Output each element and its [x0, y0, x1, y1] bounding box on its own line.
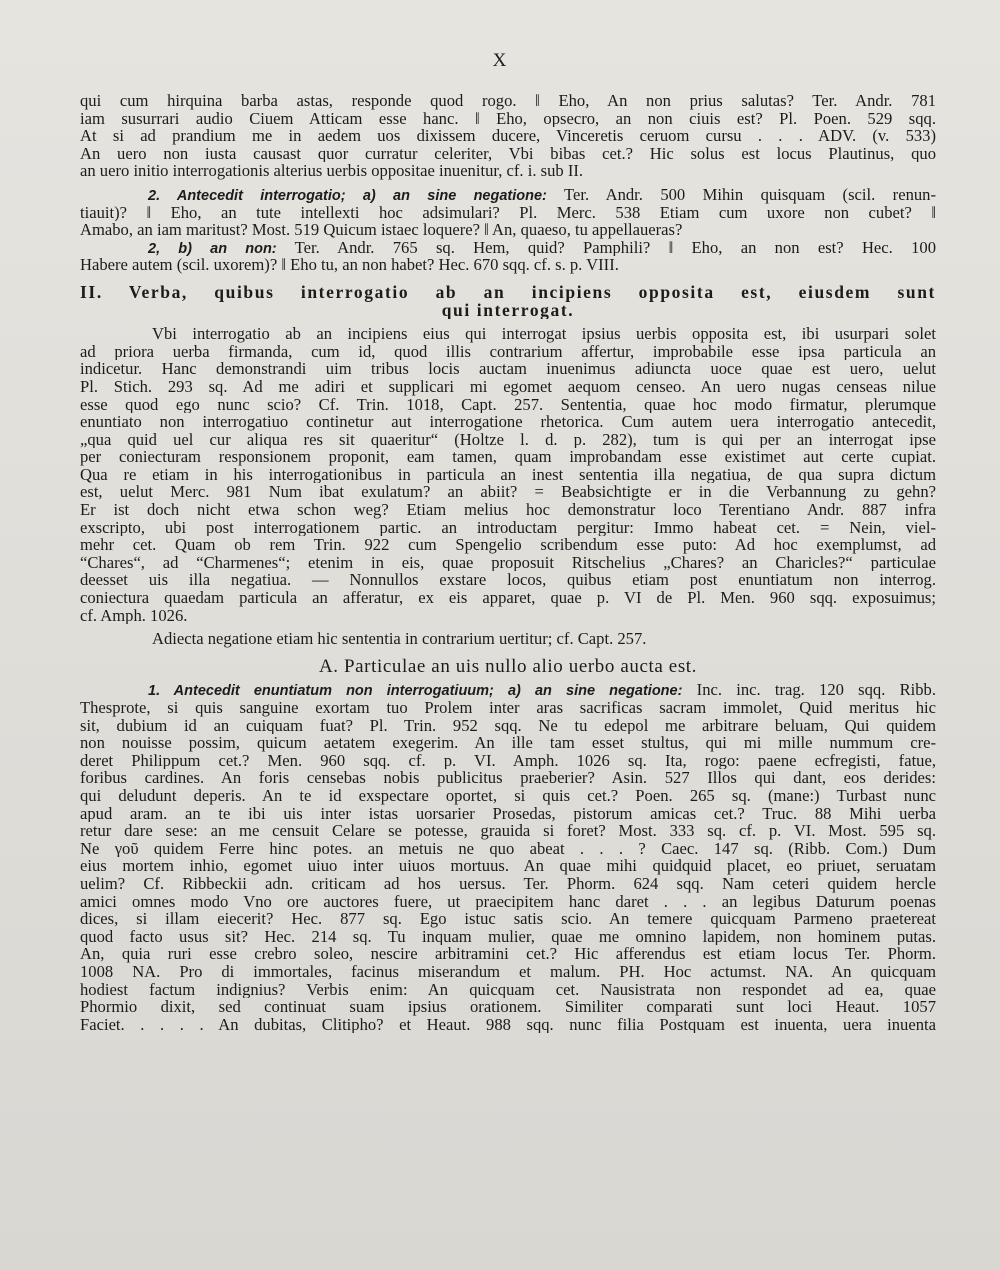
text-line: quod facto usus sit? Hec. 214 sq. Tu inquam mulier, quae me omnino lapidem, non hominem putas.: [80, 927, 936, 946]
text-line: an uero initio interrogationis alterius uerbis oppositae inuenitur, cf. i. sub II.: [80, 162, 584, 180]
section-number: II.: [80, 283, 103, 302]
text-line: tiauit)? ‖ Eho, an tute intellexti hoc adsimulari? Pl. Merc. 538 Etiam cum uxore non cubet? ‖: [80, 203, 936, 222]
subsection-label: 1. Antecedit enuntiatum non interrogatiuum; a) an sine negatione:: [148, 683, 683, 699]
text-line: Ne γοῦ quidem Ferre hinc potes. an metuis ne quo abeat . . . ? Caec. 147 sq. (Ribb. Com.) Dum: [80, 839, 936, 858]
section-title-continued: qui interrogat.: [441, 301, 575, 320]
text-line: mehr cet. Quam ob rem Trin. 922 cum Spengelio scribendum esse puto: Ad hoc exemplumst, ad: [80, 536, 936, 554]
text-line: At si ad prandium me in aedem uos dixissem ducere, Vinceretis ceruom cursu . . . ADV. (v. 533): [80, 127, 936, 145]
line-text: Ter. Andr. 500 Mihin quisquam (scil. renun-: [564, 185, 936, 204]
subsection-label: 2. Antecedit interrogatio; a) an sine negatione:: [148, 187, 547, 204]
line-text: Ter. Andr. 765 sq. Hem, quid? Pamphili? ‖ Eho, an non est? Hec. 100: [294, 238, 936, 257]
text-line: 1008 NA. Pro di immortales, facinus miserandum et malum. PH. Hoc actumst. NA. An quicquam: [80, 962, 936, 981]
section-heading-II: [80, 284, 936, 319]
text-line: „qua quid uel cur aliqua res sit quaeritur“ (Holtze l. d. p. 282), tum is qui per an interrogat ipse: [80, 430, 936, 449]
text-line: Habere autem (scil. uxorem)? ‖ Eho tu, an non habet? Hec. 670 sqq. cf. s. p. VIII.: [80, 256, 619, 274]
text-line: iam susurrari audio Ciuem Atticam esse hanc. ‖ Eho, opsecro, an non ciuis est? Pl. Poen. 529 sqq.: [80, 109, 936, 128]
text-line: dices, si illam eiecerit? Hec. 877 sq. Ego istuc satis scio. An temere quicquam Parmeno praetereat: [80, 910, 936, 928]
text-line: An uero non iusta causast quor curratur celeriter, Vbi bibas cet.? Hic solus est locus Plautinus, quo: [80, 144, 936, 163]
section-heading-line: [80, 284, 936, 302]
text-line: [80, 681, 936, 699]
text-line: sit, dubium id an cuiquam fuat? Pl. Trin. 952 sqq. Ne tu edepol me arbitrare beluam, Qui quidem: [80, 716, 936, 735]
text-line: Amabo, an iam maritust? Most. 519 Quicum istaec loquere? ‖ An, quaeso, tu appellaueras?: [80, 221, 683, 239]
text-line: Vbi interrogatio ab an incipiens eius qui interrogat ipsius uerbis opposita est, ibi usurpari solet: [152, 325, 936, 343]
text-line: Pl. Stich. 293 sq. Ad me adiri et supplicari mi egomet aequom censeo. An uero nugas censeas nilue: [80, 377, 936, 396]
section-title: Verba, quibus interrogatio ab an incipiens opposita est, eiusdem sunt: [128, 283, 936, 302]
text-line: ad priora uerba firmanda, cum id, quod illis contrarium affertur, improbabile esse ipsa particula an: [80, 342, 936, 361]
text-line: coniectura quaedam particula an afferatur, ex eis apparet, quae p. VI de Pl. Men. 960 sqq. exposuimus;: [80, 589, 936, 607]
text-line: uelim? Cf. Ribbeckii adn. criticam ad hos uersus. Ter. Phorm. 624 sqq. Nam ceteri quidem hercle: [80, 874, 936, 893]
text-line: enuntiato non interrogatiuo continetur aut interrogatione rhetorica. Cum autem uera interrogatio antecedit,: [80, 413, 936, 431]
line-text: Inc. inc. trag. 120 sqq. Ribb.: [696, 681, 936, 699]
text-line: non nouisse possim, quicum aetatem exegerim. An ille tam esset stultus, qui mi mille nummum cre-: [80, 734, 936, 752]
text-line: [80, 239, 936, 257]
text-column: [80, 92, 936, 1033]
text-line: Faciet. . . . . An dubitas, Clitipho? et Heaut. 988 sqq. nunc filia Postquam est inuenta, uera inuenta: [80, 1015, 936, 1034]
text-line: cf. Amph. 1026.: [80, 606, 188, 625]
text-line: Phormio dixit, sed continuat suam ipsius orationem. Similiter comparati sunt loci Heaut. 1057: [80, 998, 936, 1016]
text-line: retur dare sese: an me censuit Celare se potesse, grauida si foret? Most. 333 sq. cf. p. VI. Most. 595 sq.: [80, 822, 936, 840]
text-line: deret Philippum cet.? Men. 960 sqq. cf. p. VI. Amph. 1026 sq. Ita, rogo: paene ecfregisti, fatue,: [80, 751, 936, 770]
subsection-2b: [80, 239, 936, 274]
text-line: foribus cardines. An foris censebas nobis publicitus praeberier? Asin. 527 Illos qui dant, eos derides:: [80, 769, 936, 787]
text-line: eius mortem inhio, egomet uiuo inter uiuos mortuus. An quae mihi quidquid placet, eo priuet, seruatam: [80, 857, 936, 875]
section-heading-A: A. Particulae an uis nullo alio uerbo aucta est.: [318, 657, 698, 676]
text-line: amici omnes modo Vno ore auctores fuere, ut praecipitem hanc daret . . . an legibus Daturum poenas: [80, 892, 936, 911]
text-line: An, quia ruri esse crebro soleo, nescire arbitramini cet.? Hic afferendus est etiam locus Ter. Phorm.: [80, 945, 936, 963]
text-line: esse quod ego nunc scio? Cf. Trin. 1018, Capt. 257. Sententia, quae hoc modo firmatur, plerumque: [80, 395, 936, 414]
text-line: hodiest factum indignius? Verbis enim: An quicquam cet. Nausistrata non respondet ad ea, quae: [80, 980, 936, 999]
text-line: qui cum hirquina barba astas, responde quod rogo. ‖ Eho, An non prius salutas? Ter. Andr. 781: [80, 92, 936, 110]
paragraph-continuation: [80, 92, 936, 180]
paragraph-note: Adiecta negatione etiam hic sententia in contrarium uertitur; cf. Capt. 257.: [152, 630, 647, 648]
text-line: exscripto, ubi post interrogationem partic. an introductam pergitur: Immo habeat cet. = Nein, viel-: [80, 518, 936, 537]
text-line: deesset uis illa negatiua. — Nonnullos exstare locos, quibus etiam post enuntiatum non interrog.: [80, 571, 936, 590]
subsection-1a: [80, 681, 936, 1033]
text-line: qui deludunt deperis. An te id exspectare oportet, si quis cet.? Poen. 265 sq. (mane:) Turbast nunc: [80, 786, 936, 805]
subsection-label: 2, b) an non:: [148, 240, 277, 257]
text-line: per coniecturam responsionem proponit, eam tamen, quam improbandam esse existimet aut certe cupiat.: [80, 448, 936, 466]
text-line: Er ist doch nicht etwa schon weg? Etiam melius hoc demonstratur loco Terentiano Andr. 887 infra: [80, 501, 936, 519]
text-line: “Chares“, ad “Charmenes“; etenim in eis, quae proposuit Ritschelius „Chares? an Charicles?“ particulae: [80, 553, 936, 572]
text-line: indicetur. Hanc demonstrandi uim tribus locis auctam inuenimus adiuncta uoce quae est uero, uelut: [80, 360, 936, 378]
text-line: Thesprote, si quis sanguine exortam tuo Prolem inter aras sacrificas sacram immolet, Quid meritus hic: [80, 699, 936, 717]
subsection-2a: [80, 186, 936, 239]
paragraph-main: [80, 325, 936, 624]
text-line: est, uelut Merc. 981 Num ibat exulatum? an abiit? = Beabsichtigte er in die Verbannung zu gehn?: [80, 483, 936, 502]
text-line: Qua re etiam in his interrogationibus in particula an inest sententia illa negatiua, de qua supra dictum: [80, 465, 936, 484]
text-line: [80, 186, 936, 204]
page-number: X: [492, 50, 508, 71]
text-line: apud aram. an te ibi uis inter istas uorsarier Prosedas, pistorum amicas cet.? Truc. 88 Mihi uerba: [80, 804, 936, 823]
